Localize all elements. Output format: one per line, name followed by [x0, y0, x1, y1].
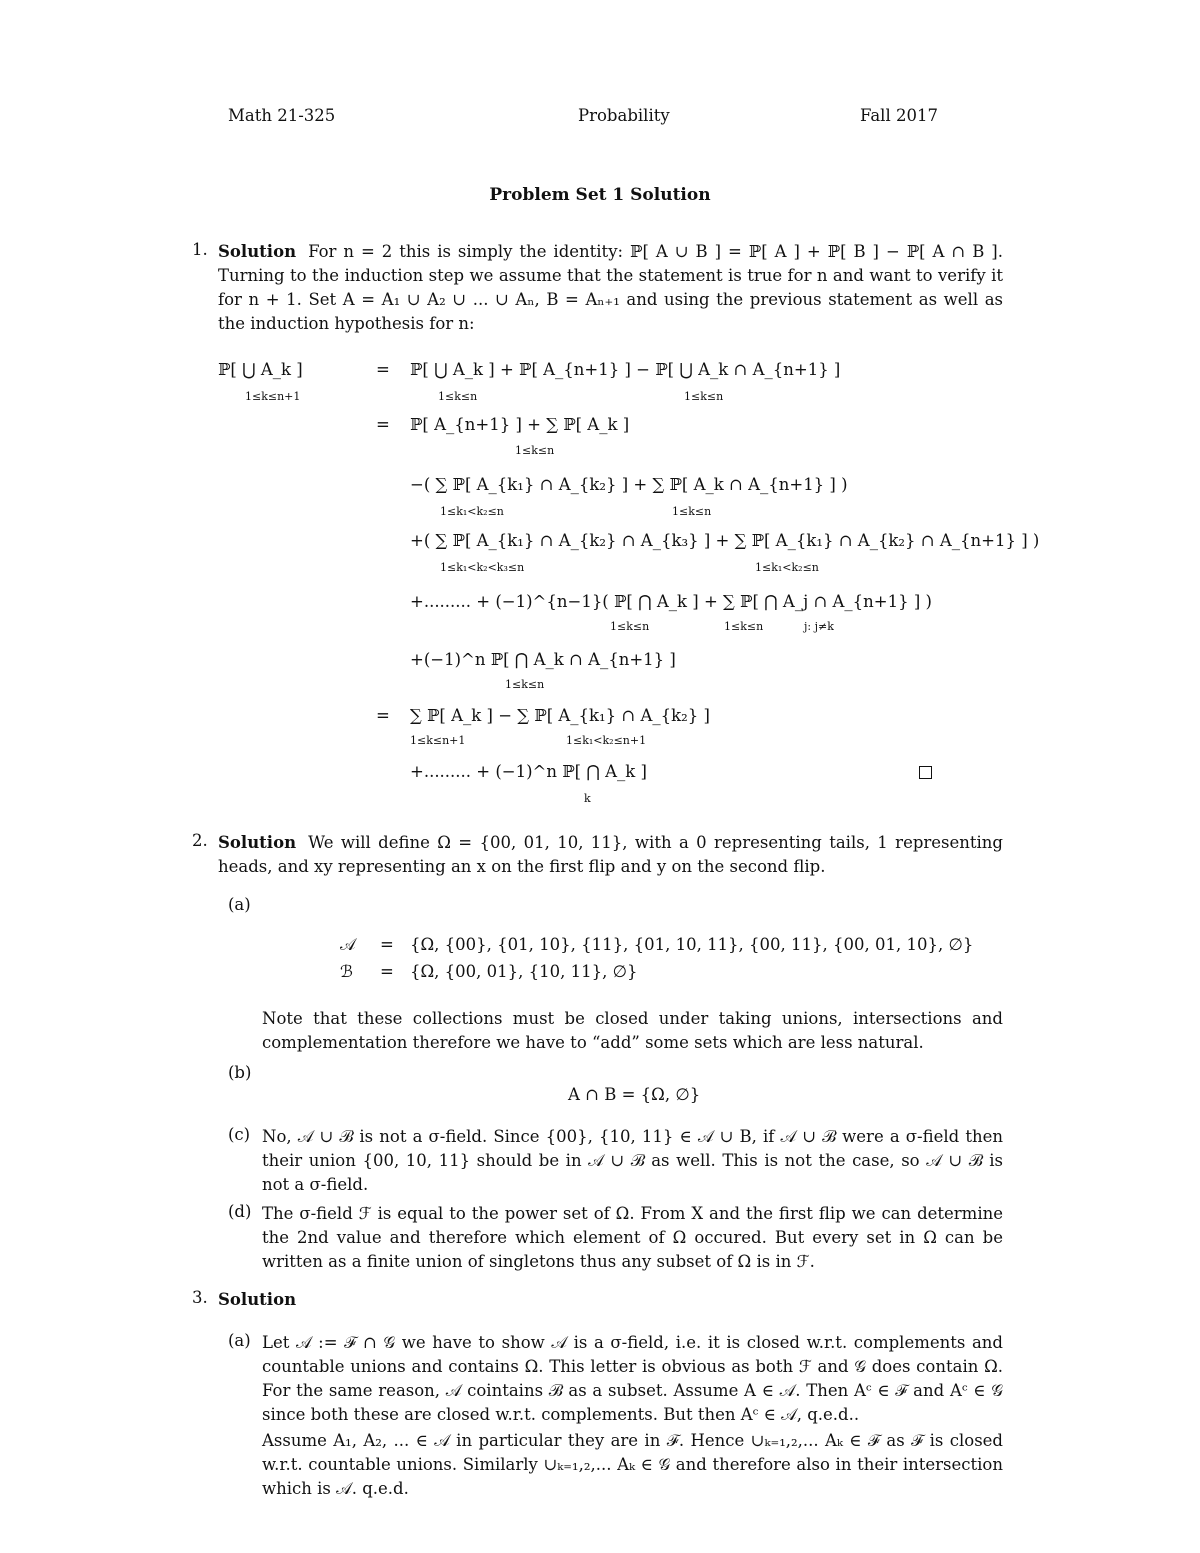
problem-2b-label: (b) — [228, 1063, 252, 1082]
eq-line-8: +......... + (−1)^n ℙ[ ⋂ A_k ] — [410, 762, 647, 781]
problem-2c-label: (c) — [228, 1125, 251, 1144]
sigma-field-b-rhs: {Ω, {00, 01}, {10, 11}, ∅} — [410, 962, 638, 981]
problem-1-intro — [218, 240, 1003, 336]
sigma-field-a-rel: = — [380, 935, 394, 954]
sigma-field-a-rhs: {Ω, {00}, {01, 10}, {11}, {01, 10, 11}, {00, 11}, {00, 01, 10}, ∅} — [410, 935, 974, 954]
eq-line-6: +(−1)^n ℙ[ ⋂ A_k ∩ A_{n+1} ] — [410, 650, 676, 669]
eq-line-5: +......... + (−1)^{n−1}( ℙ[ ⋂ A_k ] + ∑ ℙ[ ⋂ A_j ∩ A_{n+1} ] ) — [410, 592, 932, 611]
problem-1-number: 1. — [192, 240, 208, 259]
problem-1-label: Solution — [218, 242, 297, 261]
eq-rel-3: = — [376, 706, 390, 725]
problem-3-label: Solution — [218, 1290, 297, 1309]
eq-line-5-sub-b: 1≤k≤n — [724, 620, 764, 633]
sigma-field-b-lhs: ℬ — [340, 962, 353, 981]
problem-3-heading — [218, 1288, 1003, 1312]
problem-2-number: 2. — [192, 831, 208, 850]
problem-2-text: We will define Ω = {00, 01, 10, 11}, with a 0 representing tails, 1 representing heads, and xy representing an x on the first flip and y on the second flip. — [218, 833, 1003, 876]
eq-line-6-sub: 1≤k≤n — [505, 678, 545, 691]
problem-3a-text-2: Assume A₁, A₂, ... ∈ 𝒜 in particular they are in ℱ. Hence ∪ₖ₌₁,₂,... Aₖ ∈ ℱ as ℱ is closed w.r.t. countable unions. Similarly ∪ₖ₌₁,₂,... Aₖ ∈ 𝒢 and therefore also in their intersection which is 𝒜. q.e.d. — [262, 1431, 1003, 1498]
problem-2a-label: (a) — [228, 895, 251, 914]
eq-line-3: −( ∑ ℙ[ A_{k₁} ∩ A_{k₂} ] + ∑ ℙ[ A_k ∩ A_{n+1} ] ) — [410, 475, 848, 494]
eq-line-3-sub-b: 1≤k≤n — [672, 505, 712, 518]
problem-2d-label: (d) — [228, 1202, 252, 1221]
sigma-field-b-rel: = — [380, 962, 394, 981]
problem-1-text: For n = 2 this is simply the identity: ℙ[ A ∪ B ] = ℙ[ A ] + ℙ[ B ] − ℙ[ A ∩ B ]. Turning to the induction step we assume that the statement is true for n and want to verify it for n + 1. Set A = A₁ ∪ A₂ ∪ ... ∪ Aₙ, B = Aₙ₊₁ and using the previous statement as well as the induction hypothesis for n: — [218, 242, 1003, 333]
eq-rel-2: = — [376, 415, 390, 434]
course-term: Fall 2017 — [860, 106, 938, 125]
problem-2-intro — [218, 831, 1003, 879]
eq-line-5-sub-c: j: j≠k — [804, 620, 834, 633]
problem-2c-text: No, 𝒜 ∪ ℬ is not a σ-field. Since {00}, {10, 11} ∈ 𝒜 ∪ B, if 𝒜 ∪ ℬ were a σ-field then their union {00, 10, 11} should be in 𝒜 ∪ ℬ as well. This is not the case, so 𝒜 ∪ ℬ is not a σ-field. — [262, 1127, 1003, 1194]
eq-lhs: ℙ[ ⋃ A_k ] — [218, 360, 303, 379]
eq-line-7: ∑ ℙ[ A_k ] − ∑ ℙ[ A_{k₁} ∩ A_{k₂} ] — [410, 706, 710, 725]
problem-3-number: 3. — [192, 1288, 208, 1307]
problem-2-label: Solution — [218, 833, 297, 852]
eq-line-2-sub: 1≤k≤n — [515, 444, 555, 457]
problem-2b-equation: A ∩ B = {Ω, ∅} — [568, 1085, 701, 1104]
course-subject: Probability — [578, 106, 670, 125]
eq-line-4-sub-a: 1≤k₁<k₂<k₃≤n — [440, 561, 525, 574]
eq-line-1-sub-b: 1≤k≤n — [684, 390, 724, 403]
eq-line-7-sub-b: 1≤k₁<k₂≤n+1 — [566, 734, 647, 747]
eq-line-1-sub-a: 1≤k≤n — [438, 390, 478, 403]
problem-3a-text-1: Let 𝒜 := ℱ ∩ 𝒢 we have to show 𝒜 is a σ-field, i.e. it is closed w.r.t. complements and countable unions and contains Ω. This letter is obvious as both ℱ and 𝒢 does contain Ω. For the same reason, 𝒜 cointains ℬ as a subset. Assume A ∈ 𝒜. Then Aᶜ ∈ ℱ and Aᶜ ∈ 𝒢 since both these are closed w.r.t. complements. But then Aᶜ ∈ 𝒜, q.e.d.. — [262, 1333, 1003, 1424]
eq-line-5-sub-a: 1≤k≤n — [610, 620, 650, 633]
eq-line-2: ℙ[ A_{n+1} ] + ∑ ℙ[ A_k ] — [410, 415, 630, 434]
problem-3a-label: (a) — [228, 1331, 251, 1350]
course-number: Math 21-325 — [228, 106, 336, 125]
eq-lhs-sub: 1≤k≤n+1 — [245, 390, 301, 403]
eq-line-7-sub-a: 1≤k≤n+1 — [410, 734, 466, 747]
sigma-field-a-lhs: 𝒜 — [340, 935, 356, 954]
eq-line-4: +( ∑ ℙ[ A_{k₁} ∩ A_{k₂} ∩ A_{k₃} ] + ∑ ℙ[ A_{k₁} ∩ A_{k₂} ∩ A_{n+1} ] ) — [410, 531, 1040, 550]
document-title: Problem Set 1 Solution — [489, 185, 711, 205]
eq-line-4-sub-b: 1≤k₁<k₂≤n — [755, 561, 819, 574]
qed-square-icon — [919, 766, 932, 779]
eq-rel-1: = — [376, 360, 390, 379]
problem-2a-note: Note that these collections must be closed under taking unions, intersections and complementation therefore we have to “add” some sets which are less natural. — [262, 1009, 1003, 1052]
eq-line-3-sub-a: 1≤k₁<k₂≤n — [440, 505, 504, 518]
eq-line-8-sub: k — [584, 792, 591, 805]
problem-2d-text: The σ-field ℱ is equal to the power set of Ω. From X and the first flip we can determine the 2nd value and therefore which element of Ω occured. But every set in Ω can be written as a finite union of singletons thus any subset of Ω is in ℱ. — [262, 1204, 1003, 1271]
eq-line-1: ℙ[ ⋃ A_k ] + ℙ[ A_{n+1} ] − ℙ[ ⋃ A_k ∩ A_{n+1} ] — [410, 360, 841, 379]
